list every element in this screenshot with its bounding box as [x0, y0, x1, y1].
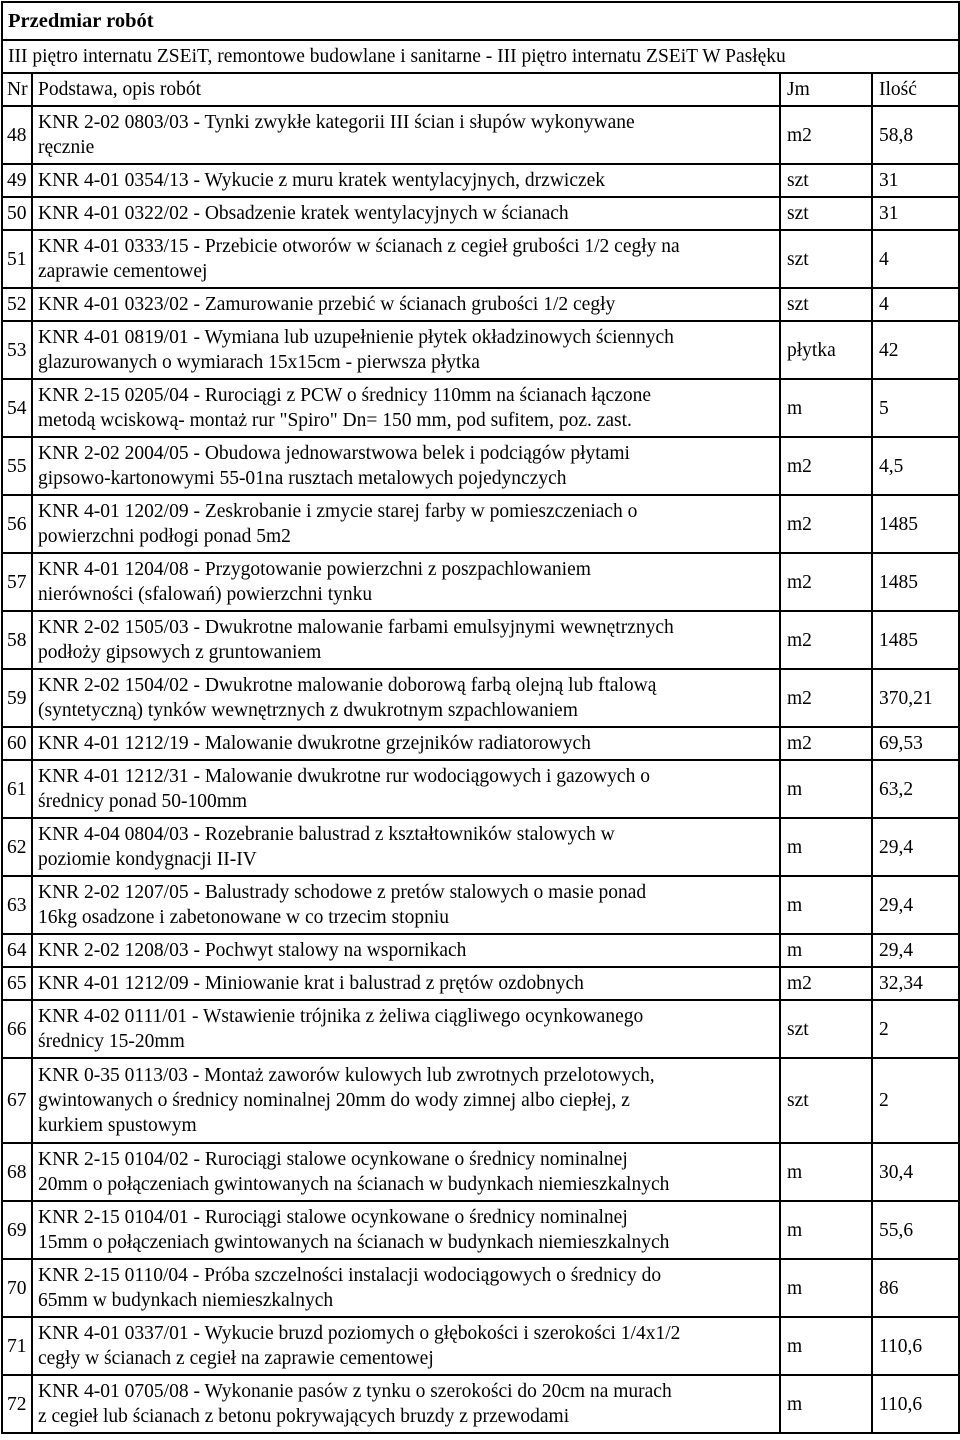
description-line: KNR 2-15 0110/04 - Próba szczelności instalacji wodociągowych o średnicy do [38, 1265, 662, 1286]
description-line: KNR 2-15 0104/01 - Rurociągi stalowe ocynkowane o średnicy nominalnej [38, 1207, 628, 1228]
table-row [2, 669, 959, 727]
row-unit: m2 [780, 669, 872, 727]
row-quantity: 1485 [872, 553, 959, 611]
row-unit: szt [780, 288, 872, 321]
row-description [32, 818, 780, 876]
description-line: poziomie kondygnacji II-IV [38, 849, 257, 870]
row-number: 59 [2, 669, 32, 727]
table-row [2, 288, 959, 321]
row-description [32, 611, 780, 669]
description-line: KNR 4-01 1202/09 - Zeskrobanie i zmycie starej farby w pomieszczeniach o [38, 501, 638, 522]
row-number: 71 [2, 1317, 32, 1375]
description-line: KNR 4-01 1212/31 - Malowanie dwukrotne rur wodociągowych i gazowych o [38, 766, 650, 787]
row-quantity: 4,5 [872, 437, 959, 495]
table-row [2, 1143, 959, 1201]
row-quantity: 1485 [872, 495, 959, 553]
table-row [2, 553, 959, 611]
row-unit: m [780, 1143, 872, 1201]
row-unit: m [780, 934, 872, 967]
description-line: 15mm o połączeniach gwintowanych na ścianach w budynkach niemieszkalnych [38, 1232, 670, 1253]
row-quantity: 2 [872, 1058, 959, 1143]
row-description [32, 876, 780, 934]
table-row [2, 1375, 959, 1433]
row-description [32, 553, 780, 611]
description-line: KNR 4-01 0323/02 - Zamurowanie przebić w ścianach grubości 1/2 cegły [38, 294, 616, 315]
row-quantity: 29,4 [872, 934, 959, 967]
row-number: 60 [2, 727, 32, 760]
row-description [32, 437, 780, 495]
table-row [2, 437, 959, 495]
row-unit: m2 [780, 437, 872, 495]
row-unit: m [780, 1201, 872, 1259]
row-number: 48 [2, 106, 32, 164]
row-description [32, 669, 780, 727]
row-unit: m2 [780, 553, 872, 611]
row-number: 58 [2, 611, 32, 669]
description-line: nierówności (sfalowań) powierzchni tynku [38, 584, 373, 605]
row-description [32, 1000, 780, 1058]
description-line: KNR 4-01 0705/08 - Wykonanie pasów z tynku o szerokości do 20cm na murach [38, 1381, 672, 1402]
row-description [32, 379, 780, 437]
description-line: KNR 4-01 0819/01 - Wymiana lub uzupełnienie płytek okładzinowych ściennych [38, 327, 674, 348]
title-row [2, 2, 959, 40]
row-description [32, 1259, 780, 1317]
table-row [2, 1000, 959, 1058]
table-row [2, 934, 959, 967]
description-line: kurkiem spustowym [38, 1115, 197, 1136]
row-quantity: 31 [872, 197, 959, 230]
description-line: podłoży gipsowych z gruntowaniem [38, 642, 322, 663]
row-number: 65 [2, 967, 32, 1000]
row-quantity: 42 [872, 321, 959, 379]
description-line: KNR 4-02 0111/01 - Wstawienie trójnika z żeliwa ciągliwego ocynkowanego [38, 1006, 644, 1027]
row-unit: szt [780, 1058, 872, 1143]
row-number: 56 [2, 495, 32, 553]
row-number: 72 [2, 1375, 32, 1433]
row-description [32, 288, 780, 321]
description-line: KNR 2-02 2004/05 - Obudowa jednowarstwowa belek i podciągów płytami [38, 443, 630, 464]
row-quantity: 1485 [872, 611, 959, 669]
row-number: 63 [2, 876, 32, 934]
table-row [2, 106, 959, 164]
row-unit: m2 [780, 727, 872, 760]
row-number: 62 [2, 818, 32, 876]
description-line: gwintowanych o średnicy nominalnej 20mm do wody zimnej albo ciepłej, z [38, 1090, 630, 1111]
row-quantity: 110,6 [872, 1317, 959, 1375]
description-line: KNR 2-02 1505/03 - Dwukrotne malowanie farbami emulsyjnymi wewnętrznych [38, 617, 674, 638]
row-number: 55 [2, 437, 32, 495]
row-number: 49 [2, 164, 32, 197]
row-number: 68 [2, 1143, 32, 1201]
document-title: Przedmiar robót [2, 2, 959, 40]
description-line: 20mm o połączeniach gwintowanych na ścianach w budynkach niemieszkalnych [38, 1174, 670, 1195]
description-line: KNR 2-15 0104/02 - Rurociągi stalowe ocynkowane o średnicy nominalnej [38, 1149, 628, 1170]
row-number: 70 [2, 1259, 32, 1317]
table-row [2, 495, 959, 553]
subtitle-row [2, 40, 959, 73]
description-line: KNR 2-02 1208/03 - Pochwyt stalowy na wspornikach [38, 940, 467, 961]
row-quantity: 29,4 [872, 818, 959, 876]
description-line: glazurowanych o wymiarach 15x15cm - pierwsza płytka [38, 352, 480, 373]
row-quantity: 2 [872, 1000, 959, 1058]
row-unit: m2 [780, 106, 872, 164]
row-quantity: 69,53 [872, 727, 959, 760]
row-number: 52 [2, 288, 32, 321]
row-description [32, 164, 780, 197]
row-unit: m [780, 1317, 872, 1375]
row-number: 66 [2, 1000, 32, 1058]
row-quantity: 55,6 [872, 1201, 959, 1259]
description-line: KNR 2-02 1504/02 - Dwukrotne malowanie doborową farbą olejną lub ftalową [38, 675, 657, 696]
row-unit: szt [780, 1000, 872, 1058]
table-row [2, 727, 959, 760]
table-row [2, 321, 959, 379]
description-line: ręcznie [38, 137, 95, 158]
description-line: średnicy 15-20mm [38, 1031, 185, 1052]
table-row [2, 1259, 959, 1317]
row-description [32, 1058, 780, 1143]
table-row [2, 230, 959, 288]
description-line: KNR 4-01 0322/02 - Obsadzenie kratek wentylacyjnych w ścianach [38, 203, 569, 224]
row-description [32, 230, 780, 288]
row-description [32, 1317, 780, 1375]
row-quantity: 58,8 [872, 106, 959, 164]
row-description [32, 760, 780, 818]
description-line: gipsowo-kartonowymi 55-01na rusztach metalowych pojedynczych [38, 468, 567, 489]
description-line: KNR 4-01 1204/08 - Przygotowanie powierzchni z poszpachlowaniem [38, 559, 591, 580]
row-unit: m2 [780, 495, 872, 553]
description-line: powierzchni podłogi ponad 5m2 [38, 526, 291, 547]
row-quantity: 4 [872, 230, 959, 288]
row-quantity: 4 [872, 288, 959, 321]
description-line: metodą wciskową- montaż rur "Spiro" Dn= 150 mm, pod sufitem, poz. zast. [38, 410, 632, 431]
description-line: KNR 4-01 0354/13 - Wykucie z muru kratek wentylacyjnych, drzwiczek [38, 170, 606, 191]
description-line: średnicy ponad 50-100mm [38, 791, 248, 812]
row-number: 50 [2, 197, 32, 230]
row-quantity: 5 [872, 379, 959, 437]
row-description [32, 934, 780, 967]
header-description: Podstawa, opis robót [32, 73, 780, 106]
row-number: 64 [2, 934, 32, 967]
row-unit: szt [780, 230, 872, 288]
table-row [2, 1201, 959, 1259]
row-description [32, 495, 780, 553]
description-line: KNR 4-01 1212/19 - Malowanie dwukrotne grzejników radiatorowych [38, 733, 591, 754]
row-unit: m [780, 1375, 872, 1433]
row-unit: m2 [780, 967, 872, 1000]
row-quantity: 370,21 [872, 669, 959, 727]
row-quantity: 86 [872, 1259, 959, 1317]
row-quantity: 63,2 [872, 760, 959, 818]
table-row [2, 967, 959, 1000]
table-row [2, 611, 959, 669]
description-line: 65mm w budynkach niemieszkalnych [38, 1290, 334, 1311]
description-line: KNR 2-15 0205/04 - Rurociągi z PCW o średnicy 110mm na ścianach łączone [38, 385, 652, 406]
row-unit: m [780, 760, 872, 818]
description-line: cegły w ścianach z cegieł na zaprawie cementowej [38, 1348, 434, 1369]
row-description [32, 1143, 780, 1201]
table-row [2, 876, 959, 934]
description-line: KNR 4-01 0337/01 - Wykucie bruzd poziomych o głębokości i szerokości 1/4x1/2 [38, 1323, 681, 1344]
row-quantity: 29,4 [872, 876, 959, 934]
row-unit: m [780, 818, 872, 876]
row-unit: m [780, 876, 872, 934]
header-quantity: Ilość [872, 73, 959, 106]
row-unit: płytka [780, 321, 872, 379]
document-subtitle: III piętro internatu ZSEiT, remontowe budowlane i sanitarne - III piętro internatu ZSEiT W Pasłęku [2, 40, 959, 73]
row-description [32, 1201, 780, 1259]
row-description [32, 321, 780, 379]
row-description [32, 967, 780, 1000]
description-line: KNR 4-04 0804/03 - Rozebranie balustrad z kształtowników stalowych w [38, 824, 615, 845]
description-line: KNR 2-02 0803/03 - Tynki zwykłe kategorii III ścian i słupów wykonywane [38, 112, 635, 133]
row-quantity: 30,4 [872, 1143, 959, 1201]
table-row [2, 164, 959, 197]
cost-estimate-table [1, 1, 960, 1434]
table-row [2, 379, 959, 437]
row-unit: m [780, 379, 872, 437]
row-description [32, 106, 780, 164]
table-body [2, 2, 959, 1433]
description-line: zaprawie cementowej [38, 261, 208, 282]
description-line: KNR 4-01 1212/09 - Miniowanie krat i balustrad z prętów ozdobnych [38, 973, 584, 994]
row-quantity: 110,6 [872, 1375, 959, 1433]
description-line: (syntetyczną) tynków wewnętrznych z dwukrotnym szpachlowaniem [38, 700, 578, 721]
header-unit: Jm [780, 73, 872, 106]
row-unit: szt [780, 164, 872, 197]
table-row [2, 197, 959, 230]
row-quantity: 31 [872, 164, 959, 197]
description-line: z cegieł lub ścianach z betonu pokrywających bruzdy z przewodami [38, 1406, 570, 1427]
description-line: KNR 4-01 0333/15 - Przebicie otworów w ścianach z cegieł grubości 1/2 cegły na [38, 236, 680, 257]
table-row [2, 818, 959, 876]
row-unit: m [780, 1259, 872, 1317]
row-number: 69 [2, 1201, 32, 1259]
row-description [32, 197, 780, 230]
header-nr: Nr [2, 73, 32, 106]
row-unit: szt [780, 197, 872, 230]
row-number: 61 [2, 760, 32, 818]
header-row [2, 73, 959, 106]
description-line: KNR 2-02 1207/05 - Balustrady schodowe z pretów stalowych o masie ponad [38, 882, 647, 903]
description-line: KNR 0-35 0113/03 - Montaż zaworów kulowych lub zwrotnych przelotowych, [38, 1065, 655, 1086]
row-unit: m2 [780, 611, 872, 669]
table-row [2, 1058, 959, 1143]
row-number: 53 [2, 321, 32, 379]
row-number: 51 [2, 230, 32, 288]
row-description [32, 727, 780, 760]
row-number: 54 [2, 379, 32, 437]
description-line: 16kg osadzone i zabetonowane w co trzecim stopniu [38, 907, 449, 928]
row-number: 57 [2, 553, 32, 611]
row-number: 67 [2, 1058, 32, 1143]
table-row [2, 760, 959, 818]
row-description [32, 1375, 780, 1433]
table-row [2, 1317, 959, 1375]
row-quantity: 32,34 [872, 967, 959, 1000]
